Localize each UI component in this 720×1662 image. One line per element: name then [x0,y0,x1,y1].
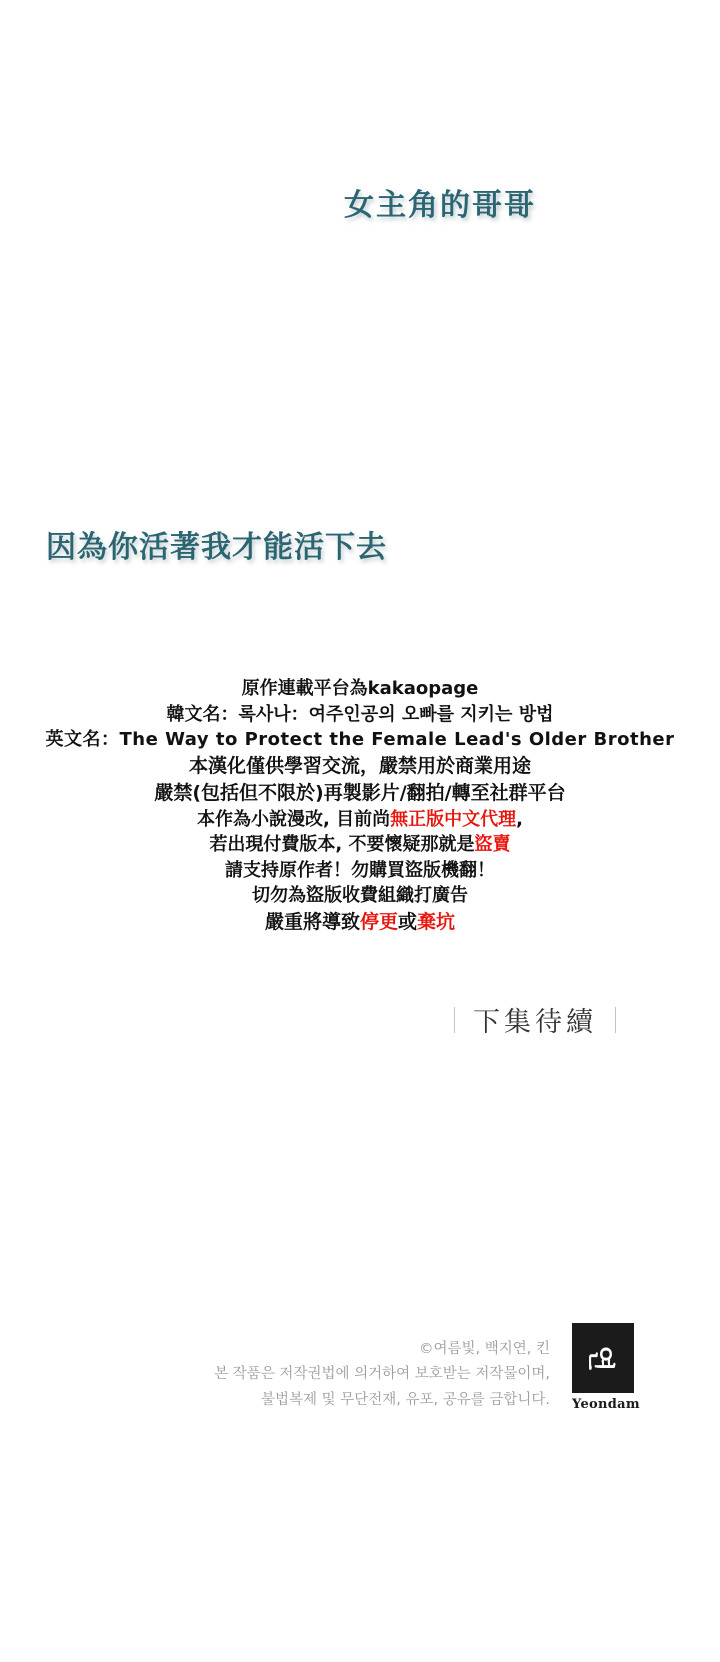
notice-text-highlight: 盜賣 [474,834,511,856]
notice-text-highlight: 無正版中文代理 [390,808,517,830]
to-be-continued [420,1000,650,1039]
page-title: 女主角的哥哥 [344,188,536,223]
notice-text-segment: 或 [398,910,418,933]
notice-line-piracy-warning [0,832,720,858]
copyright-notice-line-2: 불법복제 및 무단전재, 유포, 공유를 금합니다. [261,1391,550,1408]
publisher-logo [572,1323,640,1412]
notice-line-english-title: 英文名：The Way to Protect the Female Lead's Older Brother [45,729,675,751]
subtitle-line: 因為你活著我才能活下去 [46,530,387,565]
to-be-continued-label: 下集待續 [473,1007,597,1038]
notice-text-segment: 本作為小說漫改, 目前尚 [197,808,391,830]
publisher-logo-glyph: 연 [584,1345,616,1371]
notice-text-segment: , [516,808,523,830]
notice-line-study-only: 本漢化僅供學習交流，嚴禁用於商業用途 [188,754,531,777]
notice-line-platform: 原作連載平台為kakaopage [241,678,479,699]
notice-text-segment: 若出現付費版本, 不要懷疑那就是 [209,834,475,856]
notice-line-no-reupload: 嚴禁(包括但不限於)再製影片/翻拍/轉至社群平台 [154,781,566,804]
divider-left [454,1007,455,1033]
publisher-name: Yeondam [572,1397,640,1412]
copyright-line: ©여름빛, 백지연, 킨 [419,1341,550,1357]
notice-line-no-license [0,807,720,833]
notice-text-segment: 嚴重將導致 [264,910,360,933]
publisher-logo-icon [572,1323,634,1393]
copyright-notice-line-1: 본 작품은 저작권법에 의거하여 보호받는 저작물이며, [214,1366,550,1383]
divider-right [615,1007,616,1033]
notice-line-consequence [0,909,720,936]
notice-line-support-author: 請支持原作者！勿購買盜版機翻！ [225,859,495,881]
notice-text-highlight: 棄坑 [417,910,456,933]
notice-line-no-ads: 切勿為盜版收費組織打廣告 [252,885,468,907]
translation-notice-block [0,676,720,936]
notice-line-korean-title: 韓文名：록사나：여주인공의 오빠를 지키는 방법 [166,703,554,725]
notice-text-highlight: 停更 [359,910,398,933]
